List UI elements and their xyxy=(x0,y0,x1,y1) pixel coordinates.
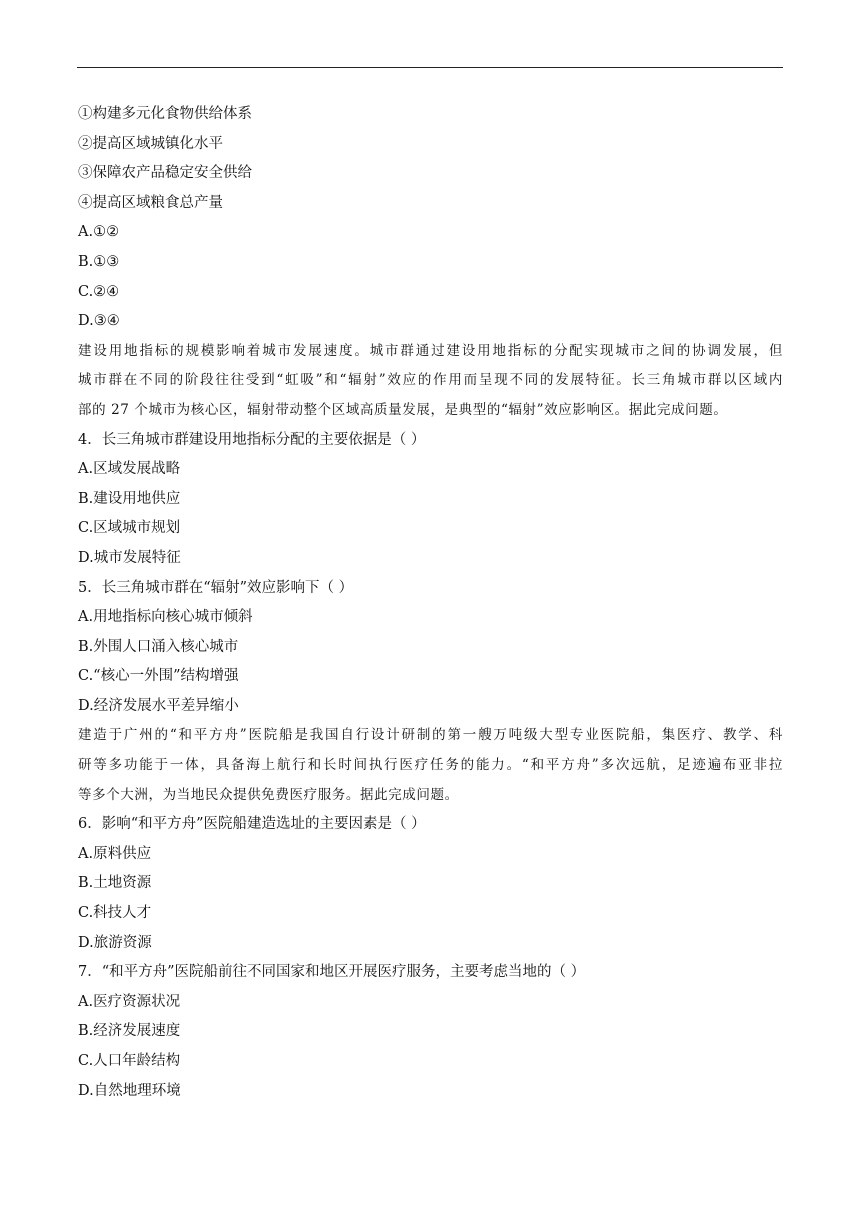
header-rule xyxy=(77,67,783,68)
option-a: A.医疗资源状况 xyxy=(78,993,181,1010)
option-a: A.用地指标向核心城市倾斜 xyxy=(78,609,253,626)
option-a: A.区域发展战略 xyxy=(78,461,181,478)
option-c: C.②④ xyxy=(78,283,120,300)
option-d: D.③④ xyxy=(78,313,120,330)
option-b: B.建设用地供应 xyxy=(78,490,181,507)
passage-line: 城市群在不同的阶段往往受到“虹吸”和“辐射”效应的作用而呈现不同的发展特征。长三角城市群以区域内 xyxy=(78,372,783,389)
option-b: B.外围人口涌入核心城市 xyxy=(78,638,239,655)
option-c: C.人口年龄结构 xyxy=(78,1053,181,1069)
passage-line: 部的 27 个城市为核心区，辐射带动整个区域高质量发展，是典型的“辐射”效应影响区。据此完成问题。 xyxy=(78,401,728,418)
option-d: D.城市发展特征 xyxy=(78,549,181,566)
question-5-stem: 5．长三角城市群在“辐射”效应影响下（ ） xyxy=(78,579,354,596)
list-item: ④提高区域粮食总产量 xyxy=(78,194,223,211)
passage-line: 建设用地指标的规模影响着城市发展速度。城市群通过建设用地指标的分配实现城市之间的协调发展，但 xyxy=(78,342,783,359)
option-b: B.土地资源 xyxy=(78,875,152,892)
option-c: C.“核心一外围”结构增强 xyxy=(78,668,239,685)
option-d: D.旅游资源 xyxy=(78,934,152,951)
passage-line: 研等多功能于一体，具备海上航行和长时间执行医疗任务的能力。“和平方舟”多次远航，足迹遍布亚非拉 xyxy=(78,757,783,774)
list-item: ②提高区域城镇化水平 xyxy=(78,135,223,152)
passage-line: 建造于广州的“和平方舟”医院船是我国自行设计研制的第一艘万吨级大型专业医院船，集医疗、教学、科 xyxy=(78,727,783,744)
document-body xyxy=(78,100,783,1106)
list-item: ③保障农产品稳定安全供给 xyxy=(78,165,252,182)
option-d: D.自然地理环境 xyxy=(78,1082,181,1099)
question-4-stem: 4．长三角城市群建设用地指标分配的主要依据是（ ） xyxy=(78,431,426,448)
question-7-stem: 7．“和平方舟”医院船前往不同国家和地区开展医疗服务，主要考虑当地的（ ） xyxy=(78,964,586,981)
option-d: D.经济发展水平差异缩小 xyxy=(78,697,239,714)
option-a: A.原料供应 xyxy=(78,845,152,862)
question-6-stem: 6．影响“和平方舟”医院船建造选址的主要因素是（ ） xyxy=(78,816,426,833)
option-b: B.①③ xyxy=(78,253,120,270)
option-c: C.区域城市规划 xyxy=(78,520,181,537)
option-c: C.科技人才 xyxy=(78,905,152,922)
list-item: ①构建多元化食物供给体系 xyxy=(78,106,252,122)
option-b: B.经济发展速度 xyxy=(78,1023,181,1040)
option-a: A.①② xyxy=(78,224,120,241)
passage-line: 等多个大洲，为当地民众提供免费医疗服务。据此完成问题。 xyxy=(78,786,459,803)
